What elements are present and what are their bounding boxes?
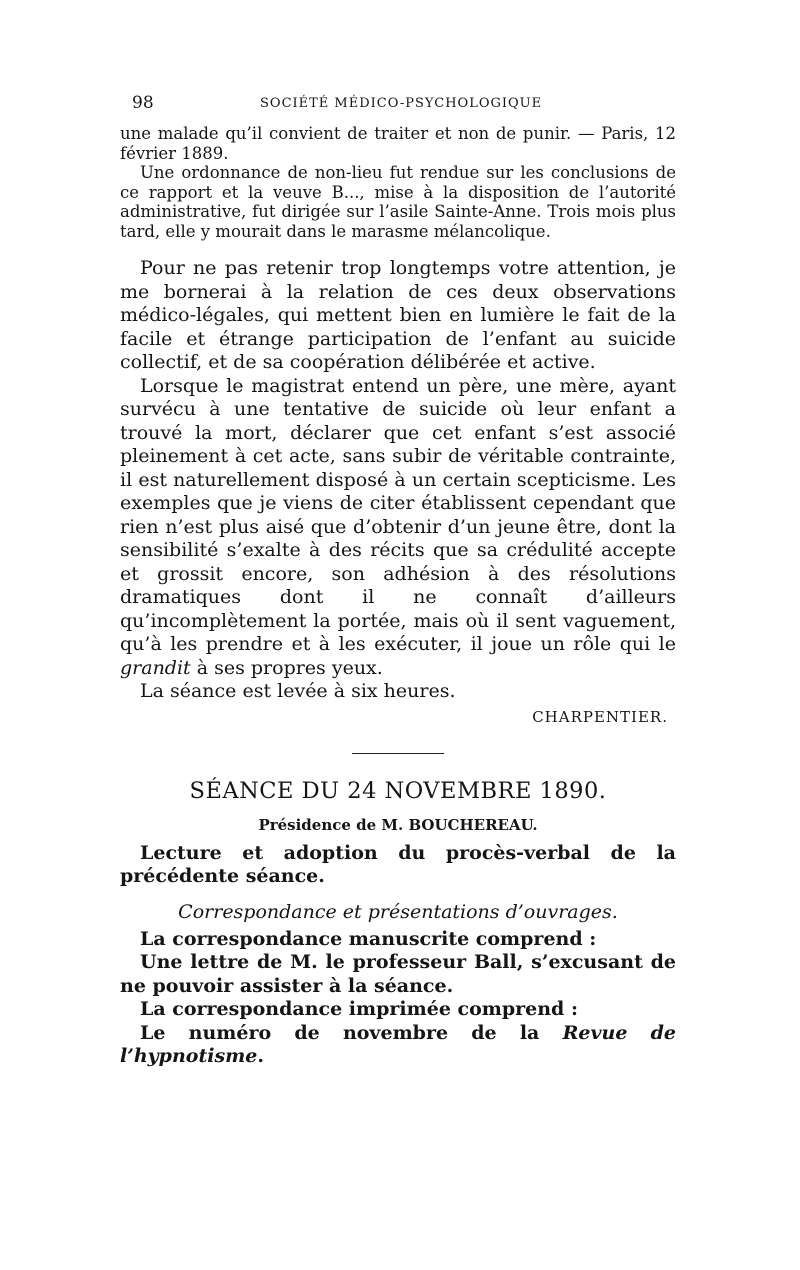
correspondence-item — [120, 1022, 676, 1069]
intro-paragraph: Une ordonnance de non-lieu fut rendue sur les conclusions de ce rapport et la veuve B..., mise à la disposition de l’autorité administrative, fut dirigée sur l’asile Sainte-Anne. Trois mois plus tard, elle y mourait dans le marasme mélancolique. — [120, 163, 676, 241]
presidency-line: Présidence de M. BOUCHEREAU. — [258, 815, 538, 834]
paragraph-text: à ses propres yeux. — [190, 656, 383, 679]
italic-word: grandit — [120, 656, 191, 679]
running-title: SOCIÉTÉ MÉDICO-PSYCHOLOGIQUE — [260, 96, 543, 111]
paragraph-text: Le numéro de novembre de la — [140, 1021, 563, 1044]
paragraph-text: Lorsque le magistrat entend un père, une mère, ayant survécu à une tentative de suicide où leur enfant a trouvé la mort, déclarer que cet enfant s’est associé pleinement à cet acte, sans subir de véritable contrainte, il est naturellement disposé à un certain scepticisme. Les exemples que je viens de citer établissent cependant que rien n’est plus aisé que d’obtenir d’un jeune être, dont la sensibilité s’exalte à des récits que sa crédulité accepte et grossit encore, son adhésion à des résolutions dramatiques dont il ne connaît d’ailleurs qu’incomplètement la portée, mais où il sent vaguement, qu’à les prendre et à les exécuter, il joue un rôle qui le — [120, 374, 676, 655]
intro-paragraph: une malade qu’il convient de traiter et non de punir. — Paris, 12 février 1889. — [120, 124, 676, 163]
main-text-block — [120, 257, 676, 729]
correspondence-item: Une lettre de M. le professeur Ball, s’excusant de ne pouvoir assister à la séance. — [120, 951, 676, 997]
session-title: SÉANCE DU 24 NOVEMBRE 1890. — [189, 777, 607, 804]
correspondence-item: La correspondance manuscrite comprend : — [140, 927, 597, 950]
signature: CHARPENTIER. — [532, 707, 668, 726]
book-page — [120, 88, 676, 1069]
running-head — [120, 88, 676, 118]
reading-paragraph: Lecture et adoption du procès-verbal de la précédente séance. — [120, 841, 676, 887]
page-number: 98 — [132, 93, 154, 113]
body-paragraph — [120, 375, 676, 681]
intro-block — [120, 124, 676, 241]
paragraph-text: . — [257, 1045, 264, 1067]
journal-title: Revue de l’hypnotisme — [120, 1021, 676, 1067]
closing-line: La séance est levée à six heures. — [140, 680, 456, 702]
section-heading: Correspondance et présentations d’ouvrages. — [178, 900, 618, 923]
correspondence-item: La correspondance imprimée comprend : — [140, 998, 578, 1020]
section-divider — [352, 753, 444, 754]
body-paragraph: Pour ne pas retenir trop longtemps votre attention, je me bornerai à la relation de ces deux observations médico-légales, qui mettent bien en lumière le fait de la facile et étrange participation de l’enfant au suicide collectif, et de sa coopération délibérée et active. — [120, 257, 676, 373]
correspondence-block — [120, 928, 676, 1069]
